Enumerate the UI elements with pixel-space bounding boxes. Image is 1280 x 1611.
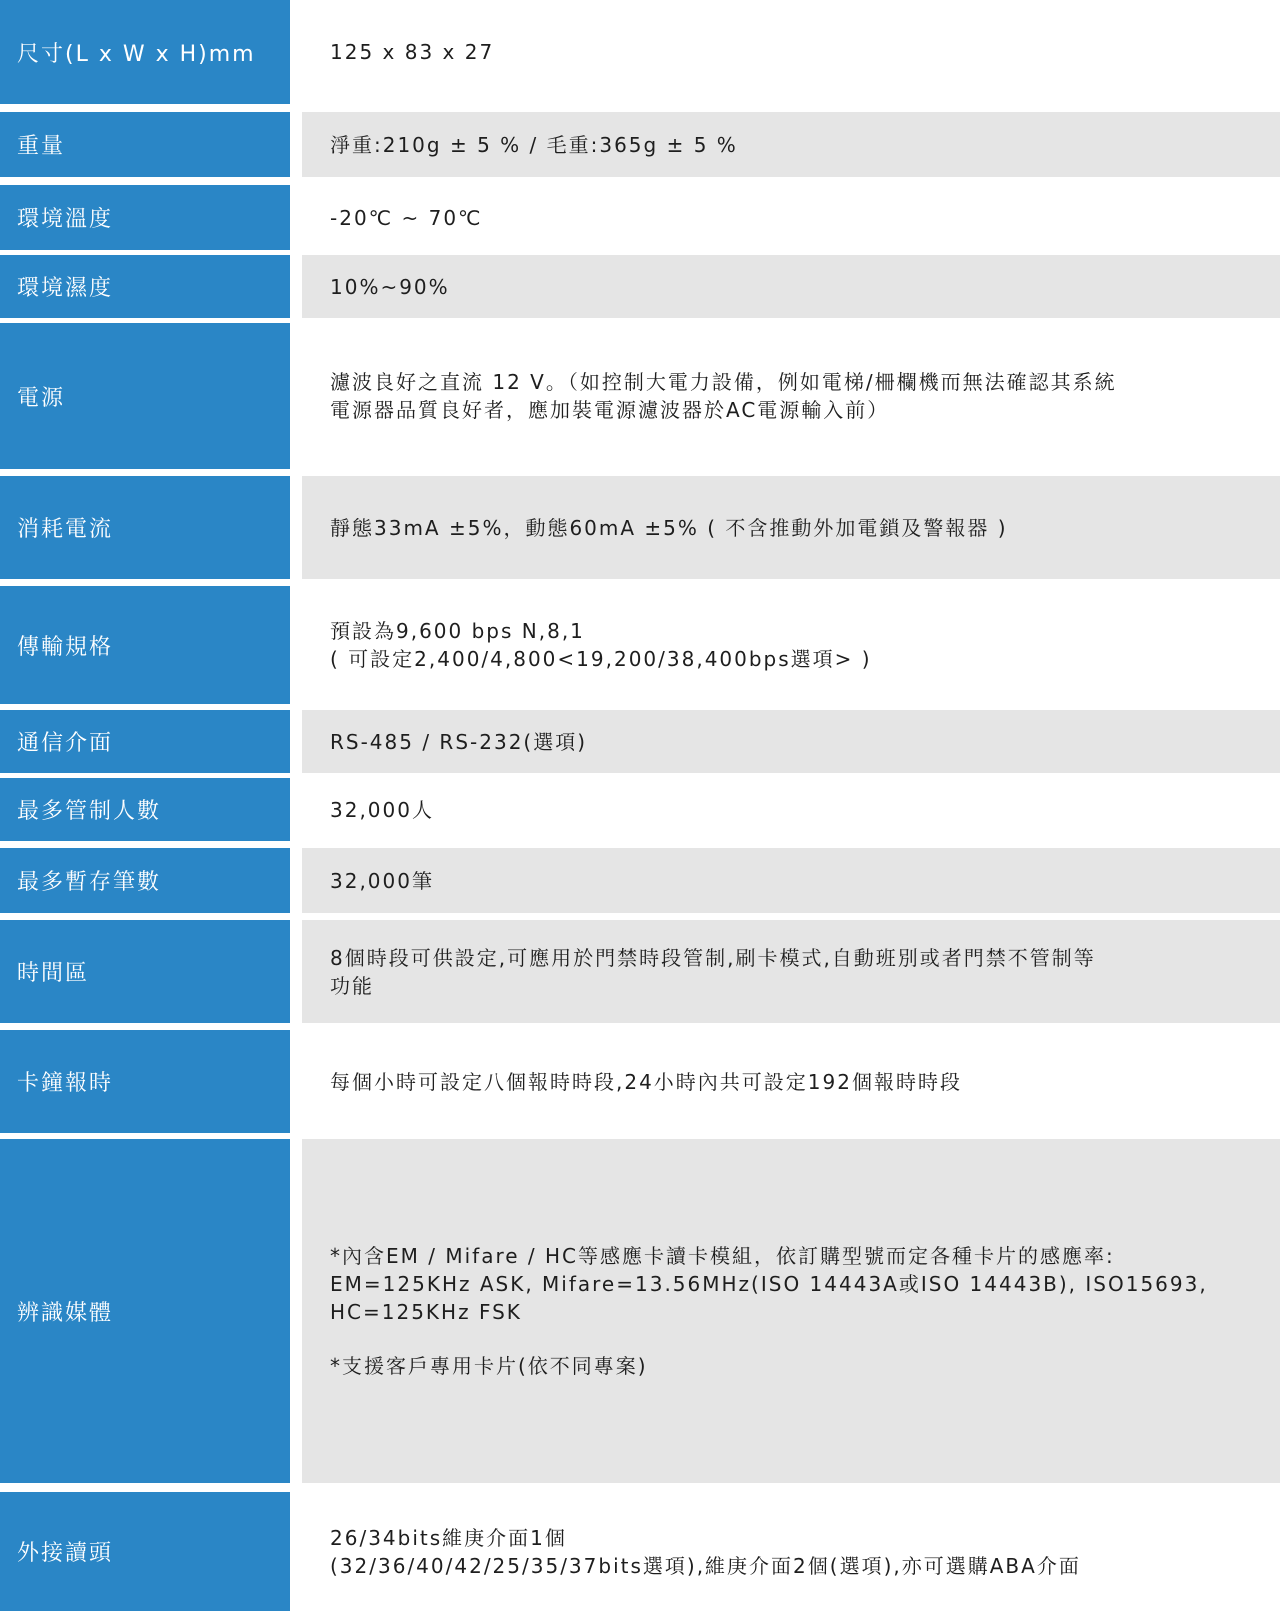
spec-value-line: EM=125KHz ASK, Mifare=13.56MHz(ISO 14443A或ISO 14443B), ISO15693,	[330, 1272, 1208, 1296]
spec-value-line: RS-485 / RS-232(選項)	[330, 729, 588, 754]
spec-value	[302, 476, 1280, 579]
spec-row	[0, 586, 1280, 704]
spec-value	[302, 586, 1280, 704]
spec-value	[302, 778, 1280, 841]
spec-value	[302, 0, 1280, 104]
spec-row	[0, 185, 1280, 250]
spec-value-line: 靜態33mA ±5%，動態60mA ±5% ( 不含推動外加電鎖及警報器 )	[330, 515, 1008, 540]
spec-label: 重量	[0, 112, 290, 177]
spec-value-line: 10%~90%	[330, 274, 450, 299]
spec-row	[0, 323, 1280, 469]
spec-value-line: 淨重:210g ± 5 % / 毛重:365g ± 5 %	[330, 132, 738, 157]
spec-value-line: *內含EM / Mifare / HC等感應卡讀卡模組，依訂購型號而定各種卡片的感應率:	[330, 1244, 1115, 1268]
spec-row	[0, 710, 1280, 773]
spec-value-line: 預設為9,600 bps N,8,1	[330, 619, 585, 643]
spec-label: 辨識媒體	[0, 1139, 290, 1483]
spec-value-line: 32,000人	[330, 797, 434, 822]
spec-label: 尺寸(L x W x H)mm	[0, 0, 290, 104]
spec-value-line: 功能	[330, 973, 374, 998]
spec-value-line: (32/36/40/42/25/35/37bits選項),維庚介面2個(選項),亦可選購ABA介面	[330, 1553, 1081, 1578]
spec-row	[0, 1139, 1280, 1483]
spec-value-line: ( 可設定2,400/4,800<19,200/38,400bps選項> )	[330, 647, 872, 671]
spec-label: 最多暫存筆數	[0, 848, 290, 913]
spec-value	[302, 710, 1280, 773]
spec-label: 傳輸規格	[0, 586, 290, 704]
spec-row	[0, 112, 1280, 177]
spec-value	[302, 185, 1280, 250]
spec-row	[0, 1030, 1280, 1133]
spec-label: 電源	[0, 323, 290, 469]
spec-label: 最多管制人數	[0, 778, 290, 841]
spec-value-line: 26/34bits維庚介面1個	[330, 1525, 567, 1550]
spec-value-line: *支援客戶專用卡片(依不同專案)	[330, 1354, 648, 1378]
spec-label: 時間區	[0, 920, 290, 1023]
spec-label: 消耗電流	[0, 476, 290, 579]
spec-value	[302, 112, 1280, 177]
spec-label: 環境濕度	[0, 255, 290, 318]
spec-row	[0, 778, 1280, 841]
spec-row	[0, 848, 1280, 913]
spec-value-line: 電源器品質良好者，應加裝電源濾波器於AC電源輸入前）	[330, 398, 890, 422]
spec-row	[0, 1492, 1280, 1611]
spec-label: 卡鐘報時	[0, 1030, 290, 1133]
spec-value-line: 125 x 83 x 27	[330, 40, 495, 64]
spec-value-line: HC=125KHz FSK	[330, 1300, 522, 1324]
spec-value-line: -20℃ ~ 70℃	[330, 205, 483, 230]
spec-value-line: 濾波良好之直流 12 V。（如控制大電力設備，例如電梯/柵欄機而無法確認其系統	[330, 370, 1117, 394]
spec-row	[0, 920, 1280, 1023]
spec-value	[302, 1492, 1280, 1611]
spec-value	[302, 1139, 1280, 1483]
spec-label: 環境溫度	[0, 185, 290, 250]
spec-value	[302, 848, 1280, 913]
spec-value-line: 8個時段可供設定,可應用於門禁時段管制,刷卡模式,自動班別或者門禁不管制等	[330, 945, 1096, 970]
spec-value	[302, 323, 1280, 469]
spec-row	[0, 0, 1280, 104]
spec-label: 外接讀頭	[0, 1492, 290, 1611]
spec-row	[0, 476, 1280, 579]
spec-value	[302, 1030, 1280, 1133]
spec-label: 通信介面	[0, 710, 290, 773]
spec-value	[302, 920, 1280, 1023]
spec-value-spacer	[330, 1326, 1260, 1352]
spec-row	[0, 255, 1280, 318]
spec-value-line: 每個小時可設定八個報時時段,24小時內共可設定192個報時時段	[330, 1069, 962, 1094]
spec-value	[302, 255, 1280, 318]
spec-value-line: 32,000筆	[330, 868, 434, 893]
